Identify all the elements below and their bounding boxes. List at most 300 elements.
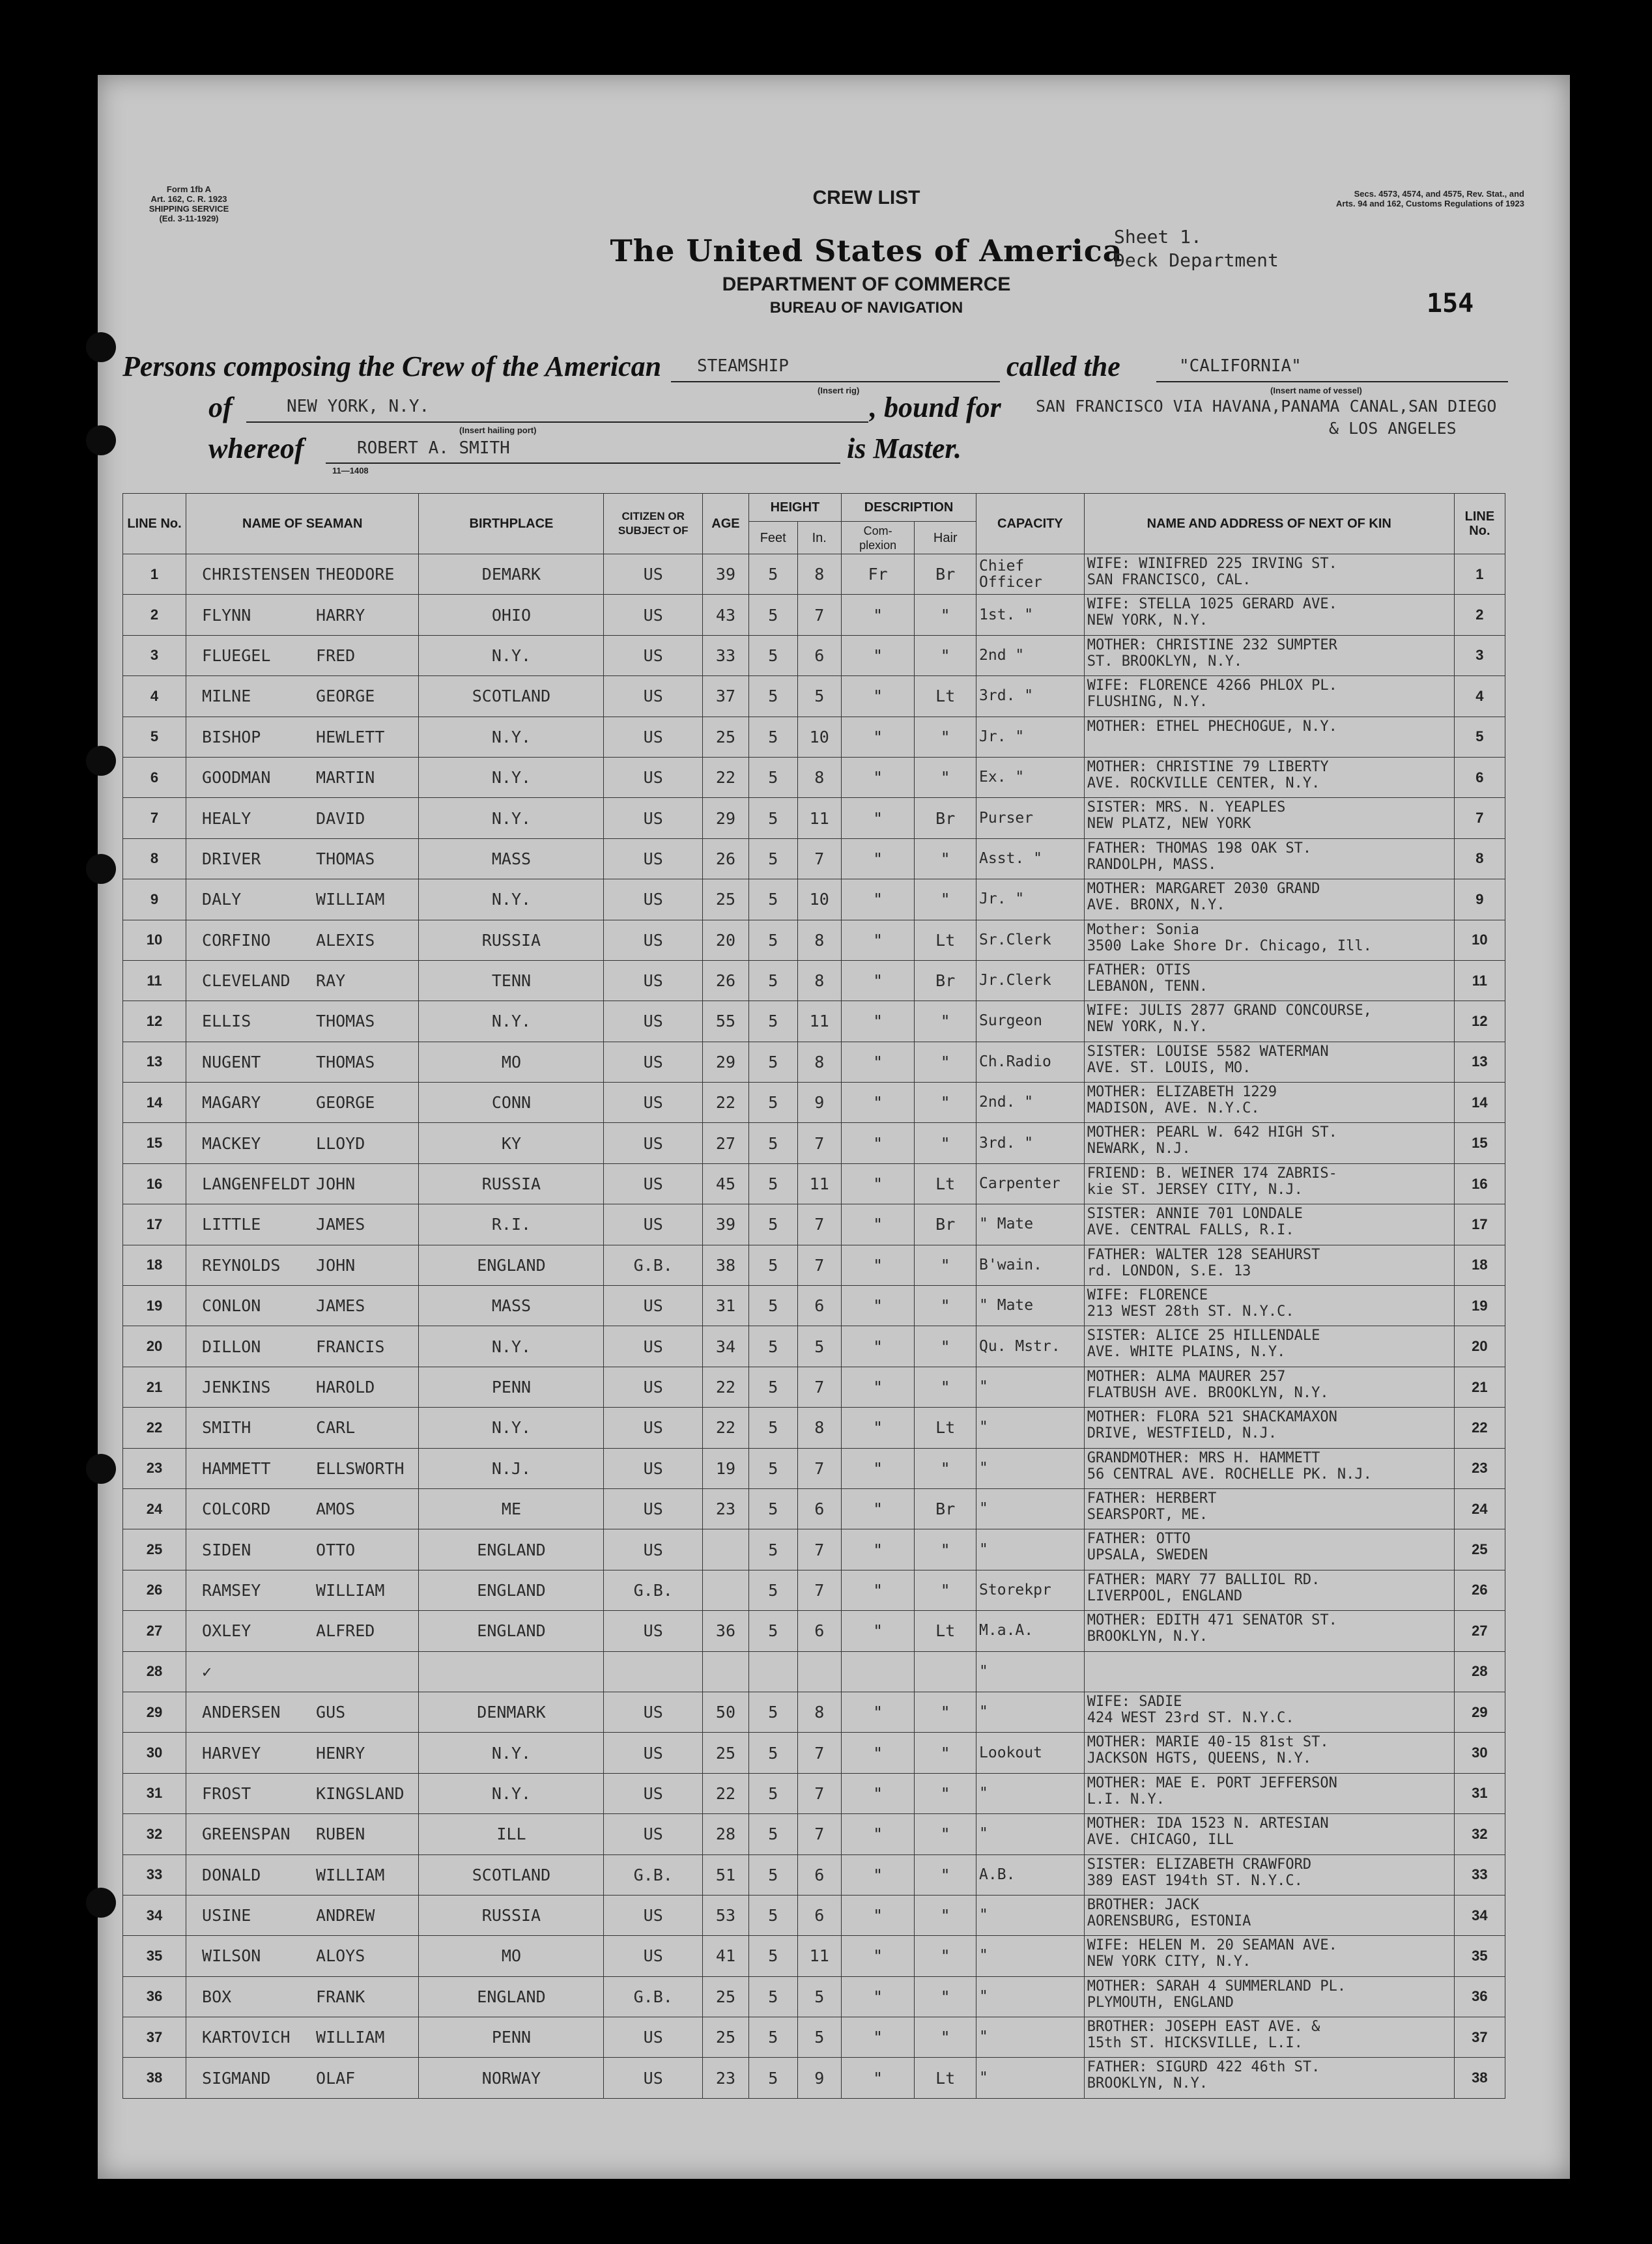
age: 29 bbox=[702, 798, 748, 838]
table-row bbox=[123, 1976, 1505, 2017]
table-row bbox=[123, 1367, 1505, 1407]
citizenship: US bbox=[604, 1123, 702, 1163]
citizenship: G.B. bbox=[604, 1976, 702, 2017]
next-of-kin bbox=[1084, 798, 1454, 838]
citizenship: US bbox=[604, 1367, 702, 1407]
complexion: Fr bbox=[841, 554, 914, 595]
capacity: " Mate bbox=[976, 1286, 1085, 1326]
table-row bbox=[123, 1570, 1505, 1610]
seaman-last-name: ANDERSEN bbox=[202, 1703, 281, 1722]
height-feet: 5 bbox=[748, 1408, 797, 1448]
hair: " bbox=[915, 1083, 976, 1123]
seaman-first-name: JAMES bbox=[316, 1215, 365, 1234]
birthplace: DENMARK bbox=[419, 1692, 604, 1732]
destination-continued: & LOS ANGELES bbox=[1329, 419, 1457, 438]
seaman-name bbox=[186, 1204, 419, 1245]
height-feet: 5 bbox=[748, 1895, 797, 1935]
kin-address: ST. BROOKLYN, N.Y. bbox=[1087, 653, 1243, 670]
seaman-last-name: DRIVER bbox=[202, 849, 261, 868]
next-of-kin bbox=[1084, 1408, 1454, 1448]
birthplace: N.Y. bbox=[419, 1408, 604, 1448]
kin-address: kie ST. JERSEY CITY, N.J. bbox=[1087, 1181, 1303, 1198]
row-line-number-right: 22 bbox=[1454, 1408, 1505, 1448]
row-line-number-right: 19 bbox=[1454, 1286, 1505, 1326]
hair: " bbox=[915, 1814, 976, 1854]
capacity: " bbox=[976, 1529, 1085, 1570]
seaman-first-name: JAMES bbox=[316, 1296, 365, 1316]
next-of-kin bbox=[1084, 1936, 1454, 1976]
seaman-first-name: MARTIN bbox=[316, 768, 375, 788]
height-inches: 10 bbox=[797, 717, 841, 757]
next-of-kin bbox=[1084, 1042, 1454, 1082]
seaman-first-name: HARRY bbox=[316, 605, 365, 625]
age: 20 bbox=[702, 920, 748, 960]
seaman-first-name: GEORGE bbox=[316, 1093, 375, 1113]
height-inches: 7 bbox=[797, 1245, 841, 1285]
next-of-kin bbox=[1084, 676, 1454, 717]
capacity: " Mate bbox=[976, 1204, 1085, 1245]
master-line bbox=[326, 462, 840, 464]
kin-name: SISTER: ELIZABETH CRAWFORD bbox=[1087, 1856, 1312, 1873]
seaman-first-name: FRANCIS bbox=[316, 1337, 385, 1356]
row-line-number-right: 18 bbox=[1454, 1245, 1505, 1285]
birthplace: KY bbox=[419, 1123, 604, 1163]
col-line-no: LINE No. bbox=[123, 494, 186, 554]
complexion: " bbox=[841, 635, 914, 675]
seaman-name bbox=[186, 717, 419, 757]
seaman-last-name: FLUEGEL bbox=[202, 646, 271, 665]
kin-address: MADISON, AVE. N.Y.C. bbox=[1087, 1100, 1260, 1117]
seaman-name bbox=[186, 1286, 419, 1326]
kin-address: rd. LONDON, S.E. 13 bbox=[1087, 1262, 1251, 1279]
age: 25 bbox=[702, 717, 748, 757]
col-complexion: Com- plexion bbox=[841, 522, 914, 554]
kin-name: WIFE: WINIFRED 225 IRVING ST. bbox=[1087, 556, 1337, 572]
table-row bbox=[123, 1895, 1505, 1935]
kin-name: WIFE: SADIE bbox=[1087, 1693, 1182, 1710]
row-line-number-right: 4 bbox=[1454, 676, 1505, 717]
age: 28 bbox=[702, 1814, 748, 1854]
row-line-number: 30 bbox=[123, 1733, 186, 1773]
seaman-last-name: HAMMETT bbox=[202, 1458, 271, 1478]
birthplace: PENN bbox=[419, 1367, 604, 1407]
seaman-first-name: WILLIAM bbox=[316, 1865, 385, 1884]
age bbox=[702, 1570, 748, 1610]
birthplace: N.Y. bbox=[419, 757, 604, 797]
table-row bbox=[123, 1204, 1505, 1245]
row-line-number: 24 bbox=[123, 1488, 186, 1529]
hair: Lt bbox=[915, 1408, 976, 1448]
height-feet: 5 bbox=[748, 1611, 797, 1651]
table-row bbox=[123, 595, 1505, 635]
age: 38 bbox=[702, 1245, 748, 1285]
citizenship: US bbox=[604, 1936, 702, 1976]
seaman-name bbox=[186, 1245, 419, 1285]
kin-address: JACKSON HGTS, QUEENS, N.Y. bbox=[1087, 1750, 1312, 1767]
seaman-first-name: THEODORE bbox=[316, 565, 395, 584]
kin-name: MOTHER: MARIE 40-15 81st ST. bbox=[1087, 1734, 1329, 1751]
kin-name: SISTER: LOUISE 5582 WATERMAN bbox=[1087, 1043, 1329, 1060]
height-feet: 5 bbox=[748, 960, 797, 1001]
sheet-number: Sheet 1. bbox=[1114, 226, 1202, 248]
next-of-kin bbox=[1084, 1570, 1454, 1610]
col-citizen: CITIZEN OR SUBJECT OF bbox=[604, 494, 702, 554]
row-line-number-right: 11 bbox=[1454, 960, 1505, 1001]
seaman-last-name: BISHOP bbox=[202, 727, 261, 746]
col-feet: Feet bbox=[748, 522, 797, 554]
height-feet: 5 bbox=[748, 1814, 797, 1854]
height-feet: 5 bbox=[748, 1692, 797, 1732]
birthplace: R.I. bbox=[419, 1204, 604, 1245]
hair: " bbox=[915, 635, 976, 675]
hair: " bbox=[915, 2017, 976, 2058]
age: 51 bbox=[702, 1854, 748, 1895]
capacity: Surgeon bbox=[976, 1001, 1085, 1042]
height-feet: 5 bbox=[748, 1367, 797, 1407]
row-line-number-right: 32 bbox=[1454, 1814, 1505, 1854]
seaman-first-name: ALEXIS bbox=[316, 930, 375, 950]
hair: Br bbox=[915, 798, 976, 838]
table-row bbox=[123, 1529, 1505, 1570]
kin-address: L.I. N.Y. bbox=[1087, 1791, 1165, 1808]
height-feet: 5 bbox=[748, 757, 797, 797]
row-line-number: 22 bbox=[123, 1408, 186, 1448]
next-of-kin bbox=[1084, 554, 1454, 595]
birthplace: N.Y. bbox=[419, 635, 604, 675]
complexion: " bbox=[841, 1408, 914, 1448]
birthplace: ENGLAND bbox=[419, 1570, 604, 1610]
birthplace: DEMARK bbox=[419, 554, 604, 595]
row-line-number: 14 bbox=[123, 1083, 186, 1123]
seaman-name bbox=[186, 1042, 419, 1082]
hair bbox=[915, 1651, 976, 1692]
birthplace: OHIO bbox=[419, 595, 604, 635]
port-line bbox=[246, 421, 868, 423]
age: 36 bbox=[702, 1611, 748, 1651]
next-of-kin bbox=[1084, 1448, 1454, 1488]
citizenship: US bbox=[604, 798, 702, 838]
citizenship: US bbox=[604, 635, 702, 675]
capacity: Jr. " bbox=[976, 879, 1085, 920]
kin-name: MOTHER: CHRISTINE 232 SUMPTER bbox=[1087, 636, 1337, 653]
complexion: " bbox=[841, 717, 914, 757]
row-line-number: 10 bbox=[123, 920, 186, 960]
row-line-number-right: 13 bbox=[1454, 1042, 1505, 1082]
birthplace: N.Y. bbox=[419, 1001, 604, 1042]
table-row bbox=[123, 1733, 1505, 1773]
row-line-number-right: 6 bbox=[1454, 757, 1505, 797]
seaman-last-name: MACKEY bbox=[202, 1133, 261, 1153]
hair: " bbox=[915, 838, 976, 879]
row-line-number-right: 29 bbox=[1454, 1692, 1505, 1732]
seaman-last-name: ELLIS bbox=[202, 1012, 251, 1031]
height-inches: 8 bbox=[797, 920, 841, 960]
table-row bbox=[123, 717, 1505, 757]
seaman-last-name: ✓ bbox=[202, 1662, 212, 1681]
complexion: " bbox=[841, 1692, 914, 1732]
crew-rows bbox=[123, 554, 1505, 2099]
kin-name: FATHER: MARY 77 BALLIOL RD. bbox=[1087, 1571, 1320, 1588]
capacity: M.a.A. bbox=[976, 1611, 1085, 1651]
hair: " bbox=[915, 1245, 976, 1285]
next-of-kin bbox=[1084, 1692, 1454, 1732]
kin-name: FATHER: THOMAS 198 OAK ST. bbox=[1087, 840, 1312, 857]
birthplace: MASS bbox=[419, 838, 604, 879]
complexion: " bbox=[841, 920, 914, 960]
kin-address: 56 CENTRAL AVE. ROCHELLE PK. N.J. bbox=[1087, 1466, 1372, 1483]
table-row bbox=[123, 920, 1505, 960]
height-feet: 5 bbox=[748, 879, 797, 920]
col-name: NAME OF SEAMAN bbox=[186, 494, 419, 554]
master-label: is Master. bbox=[847, 433, 962, 464]
kin-address: 389 EAST 194th ST. N.Y.C. bbox=[1087, 1872, 1303, 1889]
next-of-kin bbox=[1084, 1204, 1454, 1245]
kin-name: MOTHER: FLORA 521 SHACKAMAXON bbox=[1087, 1409, 1337, 1426]
kin-name: BROTHER: JACK bbox=[1087, 1896, 1199, 1913]
complexion: " bbox=[841, 676, 914, 717]
row-line-number-right: 36 bbox=[1454, 1976, 1505, 2017]
row-line-number: 19 bbox=[123, 1286, 186, 1326]
age: 26 bbox=[702, 960, 748, 1001]
seaman-name bbox=[186, 1733, 419, 1773]
kin-name: SISTER: MRS. N. YEAPLES bbox=[1087, 799, 1286, 816]
height-inches: 7 bbox=[797, 1448, 841, 1488]
table-row bbox=[123, 1408, 1505, 1448]
complexion bbox=[841, 1651, 914, 1692]
citizenship: US bbox=[604, 1773, 702, 1813]
row-line-number-right: 10 bbox=[1454, 920, 1505, 960]
seaman-name bbox=[186, 838, 419, 879]
row-line-number-right: 3 bbox=[1454, 635, 1505, 675]
next-of-kin bbox=[1084, 1001, 1454, 1042]
row-line-number: 33 bbox=[123, 1854, 186, 1895]
row-line-number-right: 33 bbox=[1454, 1854, 1505, 1895]
seaman-last-name: HEALY bbox=[202, 808, 251, 828]
kin-address: BROOKLYN, N.Y. bbox=[1087, 1628, 1208, 1645]
table-row bbox=[123, 1326, 1505, 1367]
row-line-number: 26 bbox=[123, 1570, 186, 1610]
seaman-name bbox=[186, 1448, 419, 1488]
row-line-number: 23 bbox=[123, 1448, 186, 1488]
next-of-kin bbox=[1084, 757, 1454, 797]
height-feet: 5 bbox=[748, 1976, 797, 2017]
row-line-number: 34 bbox=[123, 1895, 186, 1935]
row-line-number-right: 26 bbox=[1454, 1570, 1505, 1610]
capacity: " bbox=[976, 1692, 1085, 1732]
height-inches: 7 bbox=[797, 1123, 841, 1163]
citizenship: US bbox=[604, 879, 702, 920]
seaman-name bbox=[186, 757, 419, 797]
next-of-kin bbox=[1084, 1083, 1454, 1123]
vessel-line bbox=[1156, 381, 1508, 382]
row-line-number-right: 38 bbox=[1454, 2058, 1505, 2098]
capacity: " bbox=[976, 1651, 1085, 1692]
hair: Lt bbox=[915, 1611, 976, 1651]
height-feet: 5 bbox=[748, 1083, 797, 1123]
height-feet: 5 bbox=[748, 1773, 797, 1813]
row-line-number: 5 bbox=[123, 717, 186, 757]
birthplace: MO bbox=[419, 1042, 604, 1082]
age: 37 bbox=[702, 676, 748, 717]
table-row bbox=[123, 1123, 1505, 1163]
height-inches: 11 bbox=[797, 798, 841, 838]
punch-hole bbox=[86, 1454, 116, 1484]
seaman-first-name: GEORGE bbox=[316, 687, 375, 706]
kin-name: MOTHER: IDA 1523 N. ARTESIAN bbox=[1087, 1815, 1329, 1832]
height-feet: 5 bbox=[748, 1488, 797, 1529]
citizenship: US bbox=[604, 1408, 702, 1448]
seaman-first-name: HEWLETT bbox=[316, 727, 385, 746]
next-of-kin bbox=[1084, 1733, 1454, 1773]
row-line-number: 8 bbox=[123, 838, 186, 879]
table-row bbox=[123, 635, 1505, 675]
height-feet: 5 bbox=[748, 1733, 797, 1773]
kin-address: FLATBUSH AVE. BROOKLYN, N.Y. bbox=[1087, 1384, 1329, 1401]
hair: " bbox=[915, 1733, 976, 1773]
capacity: " bbox=[976, 1488, 1085, 1529]
complexion: " bbox=[841, 879, 914, 920]
table-row bbox=[123, 757, 1505, 797]
hair: " bbox=[915, 1042, 976, 1082]
seaman-name bbox=[186, 1367, 419, 1407]
citizenship: G.B. bbox=[604, 1854, 702, 1895]
seaman-name bbox=[186, 1976, 419, 2017]
form-number: Form 1fb A bbox=[166, 184, 212, 194]
col-hair: Hair bbox=[915, 522, 976, 554]
seaman-name bbox=[186, 554, 419, 595]
citizenship: US bbox=[604, 920, 702, 960]
row-line-number-right: 9 bbox=[1454, 879, 1505, 920]
hair: " bbox=[915, 1123, 976, 1163]
seaman-name bbox=[186, 595, 419, 635]
table-row bbox=[123, 838, 1505, 879]
seaman-name bbox=[186, 1408, 419, 1448]
capacity: " bbox=[976, 1773, 1085, 1813]
row-line-number-right: 1 bbox=[1454, 554, 1505, 595]
height-feet: 5 bbox=[748, 1448, 797, 1488]
age: 29 bbox=[702, 1042, 748, 1082]
seaman-name bbox=[186, 1488, 419, 1529]
seaman-first-name: RUBEN bbox=[316, 1825, 365, 1844]
next-of-kin bbox=[1084, 1163, 1454, 1204]
kin-address: 213 WEST 28th ST. N.Y.C. bbox=[1087, 1303, 1294, 1320]
kin-name: WIFE: HELEN M. 20 SEAMAN AVE. bbox=[1087, 1937, 1337, 1954]
row-line-number-right: 27 bbox=[1454, 1611, 1505, 1651]
capacity: " bbox=[976, 1895, 1085, 1935]
seaman-first-name: RAY bbox=[316, 971, 346, 991]
kin-name: WIFE: JULIS 2877 GRAND CONCOURSE, bbox=[1087, 1002, 1372, 1019]
seaman-last-name: SIDEN bbox=[202, 1540, 251, 1559]
header-row bbox=[123, 494, 1505, 522]
row-line-number-right: 8 bbox=[1454, 838, 1505, 879]
complexion: " bbox=[841, 1448, 914, 1488]
hair: " bbox=[915, 1570, 976, 1610]
table-row bbox=[123, 1651, 1505, 1692]
age: 22 bbox=[702, 1773, 748, 1813]
table-row bbox=[123, 1488, 1505, 1529]
kin-address: DRIVE, WESTFIELD, N.J. bbox=[1087, 1425, 1277, 1442]
seaman-name bbox=[186, 1895, 419, 1935]
height-inches: 9 bbox=[797, 1083, 841, 1123]
seaman-first-name: AMOS bbox=[316, 1499, 356, 1519]
hair: " bbox=[915, 1001, 976, 1042]
age: 25 bbox=[702, 879, 748, 920]
seaman-last-name: GOODMAN bbox=[202, 768, 271, 788]
seaman-last-name: CONLON bbox=[202, 1296, 261, 1316]
kin-address: UPSALA, SWEDEN bbox=[1087, 1547, 1208, 1564]
age: 23 bbox=[702, 1488, 748, 1529]
complexion: " bbox=[841, 1123, 914, 1163]
kin-address: AVE. ROCKVILLE CENTER, N.Y. bbox=[1087, 774, 1320, 791]
next-of-kin bbox=[1084, 1286, 1454, 1326]
citizenship: US bbox=[604, 1163, 702, 1204]
form-edition: (Ed. 3-11-1929) bbox=[159, 214, 219, 223]
seaman-name bbox=[186, 676, 419, 717]
seaman-last-name: MAGARY bbox=[202, 1093, 261, 1113]
citizenship: US bbox=[604, 2058, 702, 2098]
height-inches: 5 bbox=[797, 1326, 841, 1367]
col-line-no-right: LINE No. bbox=[1454, 494, 1505, 554]
birthplace: N.Y. bbox=[419, 717, 604, 757]
capacity: Chief Officer bbox=[976, 554, 1085, 595]
height-inches: 5 bbox=[797, 676, 841, 717]
age: 41 bbox=[702, 1936, 748, 1976]
row-line-number-right: 23 bbox=[1454, 1448, 1505, 1488]
height-feet: 5 bbox=[748, 798, 797, 838]
row-line-number-right: 5 bbox=[1454, 717, 1505, 757]
rig-hint: (Insert rig) bbox=[818, 386, 860, 395]
seaman-last-name: LANGENFELDT bbox=[202, 1174, 310, 1194]
height-inches: 8 bbox=[797, 960, 841, 1001]
height-inches: 6 bbox=[797, 1854, 841, 1895]
seaman-last-name: BOX bbox=[202, 1987, 232, 2006]
hailing-port: NEW YORK, N.Y. bbox=[287, 397, 430, 416]
seaman-last-name: KARTOVICH bbox=[202, 2028, 291, 2047]
seaman-last-name: DALY bbox=[202, 890, 242, 909]
row-line-number-right: 16 bbox=[1454, 1163, 1505, 1204]
kin-address: AVE. ST. LOUIS, MO. bbox=[1087, 1059, 1251, 1076]
hair: " bbox=[915, 1895, 976, 1935]
kin-address: SEARSPORT, ME. bbox=[1087, 1506, 1208, 1523]
seaman-last-name: GREENSPAN bbox=[202, 1825, 291, 1844]
citizenship: US bbox=[604, 1204, 702, 1245]
hair: Lt bbox=[915, 676, 976, 717]
hair: " bbox=[915, 1448, 976, 1488]
row-line-number-right: 15 bbox=[1454, 1123, 1505, 1163]
kin-address: PLYMOUTH, ENGLAND bbox=[1087, 1994, 1234, 2011]
height-feet: 5 bbox=[748, 1123, 797, 1163]
table-row bbox=[123, 676, 1505, 717]
seaman-first-name: GUS bbox=[316, 1703, 346, 1722]
height-inches: 7 bbox=[797, 1733, 841, 1773]
table-row bbox=[123, 1611, 1505, 1651]
birthplace: N.Y. bbox=[419, 798, 604, 838]
kin-address: AVE. CHICAGO, ILL bbox=[1087, 1832, 1234, 1849]
seaman-first-name: WILLIAM bbox=[316, 890, 385, 909]
complexion: " bbox=[841, 1814, 914, 1854]
row-line-number-right: 30 bbox=[1454, 1733, 1505, 1773]
citizenship: G.B. bbox=[604, 1245, 702, 1285]
birthplace: MO bbox=[419, 1936, 604, 1976]
birthplace: RUSSIA bbox=[419, 920, 604, 960]
row-line-number: 27 bbox=[123, 1611, 186, 1651]
next-of-kin bbox=[1084, 1245, 1454, 1285]
capacity: 3rd. " bbox=[976, 676, 1085, 717]
table-row bbox=[123, 2058, 1505, 2098]
height-inches: 7 bbox=[797, 1773, 841, 1813]
kin-name: FATHER: OTIS bbox=[1087, 961, 1191, 978]
kin-name: MOTHER: MARGARET 2030 GRAND bbox=[1087, 881, 1320, 898]
